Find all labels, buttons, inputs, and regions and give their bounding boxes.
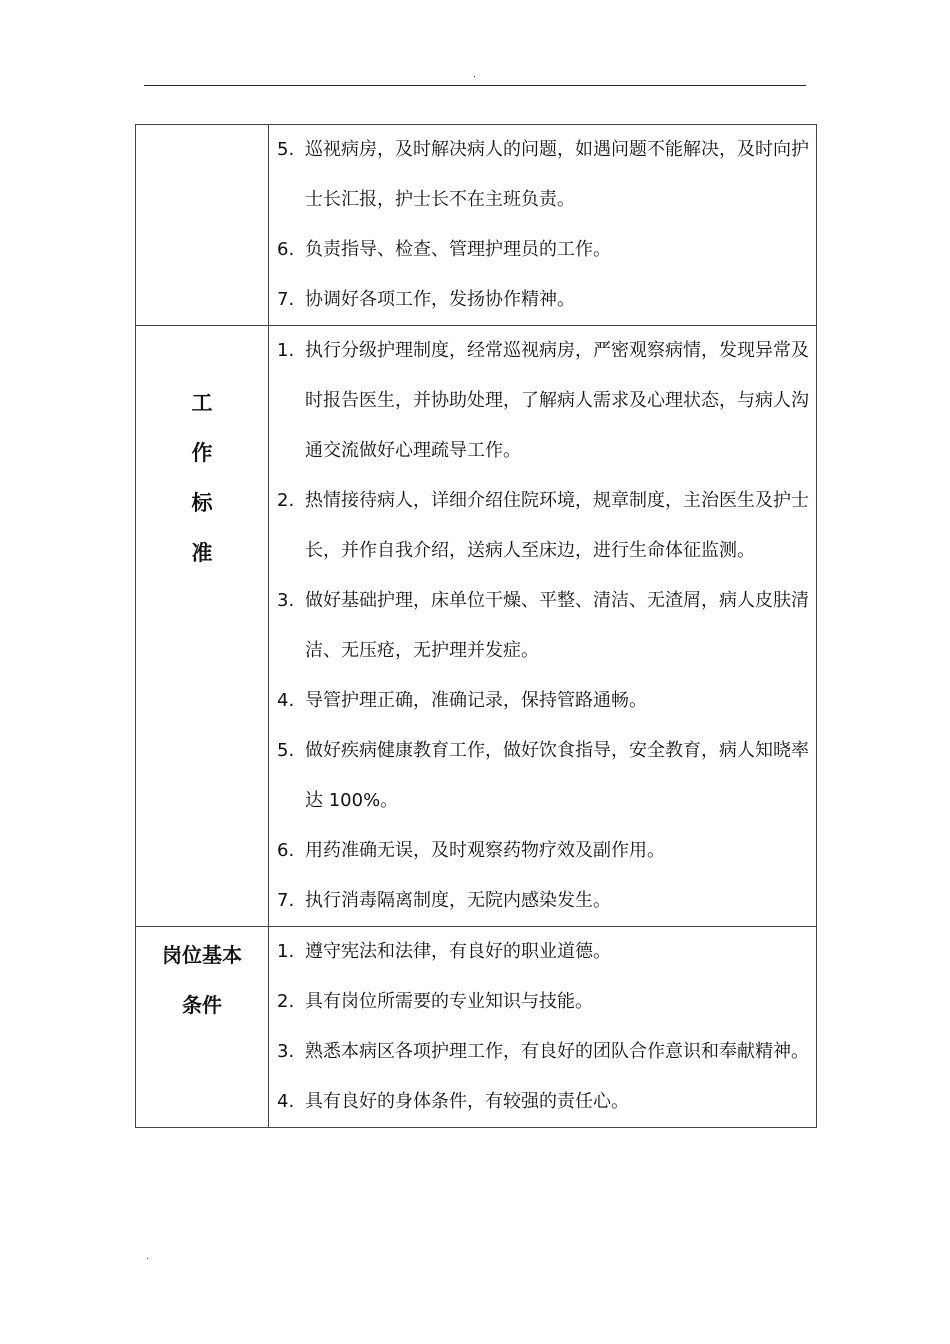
item-number: 4. xyxy=(277,690,295,711)
item-number: 4. xyxy=(277,1091,295,1112)
footer-mark: . xyxy=(146,1251,150,1262)
requirements-list xyxy=(269,927,816,1127)
item-number: 7. xyxy=(277,890,295,911)
label-char: 作 xyxy=(191,441,213,465)
item-text: 热情接待病人，详细介绍住院环境，规章制度，主治医生及护士长，并作自我介绍，送病人至床边，进行生命体征监测。 xyxy=(305,490,809,561)
row-content-cell xyxy=(269,326,817,927)
item-number: 6. xyxy=(277,239,295,260)
list-item xyxy=(277,927,810,977)
header-rule xyxy=(144,85,806,86)
label-char: 标 xyxy=(191,491,213,515)
item-number: 6. xyxy=(277,840,295,861)
item-text: 遵守宪法和法律，有良好的职业道德。 xyxy=(305,941,611,962)
item-number: 5. xyxy=(277,139,295,160)
header-mark: . xyxy=(473,69,477,80)
list-item xyxy=(277,476,810,576)
list-item xyxy=(277,1077,810,1127)
item-text: 用药准确无误，及时观察药物疗效及副作用。 xyxy=(305,840,665,861)
item-number: 2. xyxy=(277,991,295,1012)
label-char: 准 xyxy=(191,541,213,565)
label-line: 条件 xyxy=(182,993,222,1017)
label-line: 岗位基本 xyxy=(162,943,242,967)
item-text: 具有岗位所需要的专业知识与技能。 xyxy=(305,991,593,1012)
list-item xyxy=(277,726,810,826)
table-row-basic-requirements xyxy=(136,927,817,1128)
item-number: 2. xyxy=(277,490,295,511)
list-item xyxy=(277,576,810,676)
standards-list xyxy=(269,326,816,926)
item-number: 3. xyxy=(277,1041,295,1062)
table-row-work-standards xyxy=(136,326,817,927)
list-item xyxy=(277,876,810,926)
list-item xyxy=(277,326,810,476)
item-text: 导管护理正确，准确记录，保持管路通畅。 xyxy=(305,690,647,711)
item-text: 执行分级护理制度，经常巡视病房，严密观察病情，发现异常及时报告医生，并协助处理，了解病人需求及心理状态，与病人沟通交流做好心理疏导工作。 xyxy=(305,340,809,461)
basic-requirements-label xyxy=(136,930,268,1030)
row-content-cell xyxy=(269,927,817,1128)
label-char: 工 xyxy=(191,391,213,415)
list-item xyxy=(277,826,810,876)
row-label-cell xyxy=(136,927,269,1128)
item-text: 做好基础护理，床单位干燥、平整、清洁、无渣屑，病人皮肤清洁、无压疮，无护理并发症。 xyxy=(305,590,809,661)
item-text: 熟悉本病区各项护理工作，有良好的团队合作意识和奉献精神。 xyxy=(305,1041,809,1062)
row-label-cell xyxy=(136,326,269,927)
item-number: 7. xyxy=(277,289,295,310)
item-text: 巡视病房，及时解决病人的问题，如遇问题不能解决，及时向护士长汇报，护士长不在主班负责。 xyxy=(305,139,809,210)
list-item xyxy=(277,125,810,225)
item-text: 具有良好的身体条件，有较强的责任心。 xyxy=(305,1091,629,1112)
item-text: 负责指导、检查、管理护理员的工作。 xyxy=(305,239,611,260)
table-row-continued-duties xyxy=(136,125,817,326)
list-item xyxy=(277,676,810,726)
row-label-cell-empty xyxy=(136,125,269,326)
list-item xyxy=(277,225,810,275)
job-description-table xyxy=(135,124,817,1128)
list-item xyxy=(277,1027,810,1077)
item-number: 5. xyxy=(277,740,295,761)
work-standards-label xyxy=(136,378,268,578)
list-item xyxy=(277,977,810,1027)
duty-list xyxy=(269,125,816,325)
item-text: 执行消毒隔离制度，无院内感染发生。 xyxy=(305,890,611,911)
row-content-cell xyxy=(269,125,817,326)
item-number: 1. xyxy=(277,340,295,361)
item-number: 3. xyxy=(277,590,295,611)
item-number: 1. xyxy=(277,941,295,962)
item-text: 做好疾病健康教育工作，做好饮食指导，安全教育，病人知晓率达 100%。 xyxy=(305,740,809,811)
item-text: 协调好各项工作，发扬协作精神。 xyxy=(305,289,575,310)
list-item xyxy=(277,275,810,325)
